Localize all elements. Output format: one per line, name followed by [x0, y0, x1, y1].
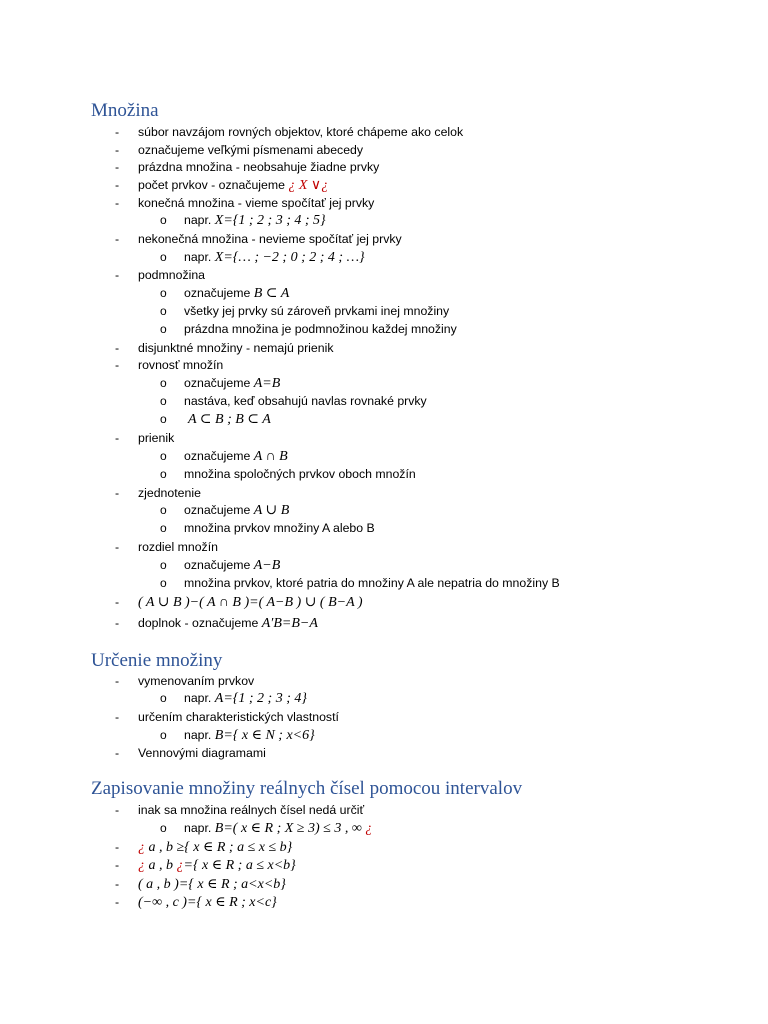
sub-list-item: o napr. B=( x ∈ R ; X ≥ 3) ≤ 3 , ∞ ¿	[160, 821, 373, 836]
sub-list-item: o označujeme A ∩ B	[160, 449, 288, 464]
list-item: - ¿ a , b ≥{ x ∈ R ; a ≤ x ≤ b}	[115, 840, 293, 855]
sub-list-item: o všetky jej prvky sú zároveň prvkami inej množiny	[160, 304, 450, 318]
sub-list-item: o množina spoločných prvkov oboch množín	[160, 467, 416, 481]
math-expression: B=( x ∈ R ; X ≥ 3) ≤ 3 , ∞ ¿	[214, 821, 373, 836]
math-expression: X={… ; −2 ; 0 ; 2 ; 4 ; …}	[214, 250, 365, 265]
list-item: - rovnosť množín	[115, 358, 224, 372]
list-item: - doplnok - označujeme A′B=B−A	[115, 616, 318, 631]
sub-list-item: o označujeme A ∪ B	[160, 503, 290, 518]
sub-list-item: o napr. X={… ; −2 ; 0 ; 2 ; 4 ; …}	[160, 250, 365, 265]
sub-list-item: o nastáva, keď obsahujú navlas rovnaké prvky	[160, 394, 427, 408]
list-item: - ( A ∪ B )−( A ∩ B )=( A−B ) ∪ ( B−A )	[115, 595, 363, 610]
red-glyph: ¿	[321, 178, 329, 193]
math-expression: A ∩ B	[253, 449, 288, 464]
math-expression: A ⊂ B ; B ⊂ A	[188, 412, 271, 427]
sub-list-item: o A ⊂ B ; B ⊂ A	[160, 412, 271, 427]
red-glyph: ¿	[138, 840, 145, 855]
sub-list-item: o označujeme A−B	[160, 558, 281, 573]
math-expression: A={1 ; 2 ; 3 ; 4}	[214, 691, 307, 706]
math-expression: X={1 ; 2 ; 3 ; 4 ; 5}	[214, 213, 326, 228]
sub-list-item: o napr. B={ x ∈ N ; x<6}	[160, 728, 315, 743]
list-item: - prázdna množina - neobsahuje žiadne prvky	[115, 160, 380, 174]
list-item: - označujeme veľkými písmenami abecedy	[115, 143, 364, 157]
sub-list-item: o označujeme A=B	[160, 376, 281, 391]
section-heading-mnozina: Množina	[91, 100, 159, 121]
list-item: - Vennovými diagramami	[115, 746, 266, 760]
math-expression: (−∞ , c )={ x ∈ R ; x<c}	[138, 895, 277, 910]
math-expression: A−B	[253, 558, 281, 573]
math-expression: B={ x ∈ N ; x<6}	[214, 728, 315, 743]
list-item: - podmnožina	[115, 268, 205, 282]
sub-list-item: o napr. A={1 ; 2 ; 3 ; 4}	[160, 691, 307, 706]
list-item: - (−∞ , c )={ x ∈ R ; x<c}	[115, 895, 277, 910]
math-expression: A=B	[253, 376, 281, 391]
list-item: - prienik	[115, 431, 175, 445]
list-item: - nekonečná množina - nevieme spočítať jej prvky	[115, 232, 402, 246]
list-item: - rozdiel množín	[115, 540, 218, 554]
list-item: - súbor navzájom rovných objektov, ktoré chápeme ako celok	[115, 125, 464, 139]
list-item: - disjunktné množiny - nemajú prienik	[115, 341, 334, 355]
list-item: - inak sa množina reálnych čísel nedá určiť	[115, 803, 365, 817]
sub-list-item: o napr. X={1 ; 2 ; 3 ; 4 ; 5}	[160, 213, 326, 228]
math-expression: ( a , b )={ x ∈ R ; a<x<b}	[138, 877, 286, 892]
section-heading-intervaly: Zapisovanie množiny reálnych čísel pomocou intervalov	[91, 778, 523, 799]
math-expression: B ⊂ A	[253, 286, 290, 301]
sub-list-item: o označujeme B ⊂ A	[160, 286, 290, 301]
list-item: - zjednotenie	[115, 486, 201, 500]
sub-list-item: o prázdna množina je podmnožinou každej množiny	[160, 322, 457, 336]
red-glyph: ¿	[176, 858, 184, 873]
math-expression: ¿ a , b ≥{ x ∈ R ; a ≤ x ≤ b}	[138, 840, 293, 855]
math-expression: A ∪ B	[253, 503, 290, 518]
list-item: - konečná množina - vieme spočítať jej prvky	[115, 196, 375, 210]
list-item: - určením charakteristických vlastností	[115, 710, 339, 724]
math-expression: ¿ X ∨¿	[288, 178, 329, 193]
list-item: - počet prvkov - označujeme ¿ X ∨¿	[115, 178, 329, 193]
section-heading-urcenie-mnoziny: Určenie množiny	[91, 650, 223, 671]
red-glyph: ¿	[365, 821, 373, 836]
math-expression: ( A ∪ B )−( A ∩ B )=( A−B ) ∪ ( B−A )	[138, 595, 363, 610]
list-item: - ¿ a , b ¿={ x ∈ R ; a ≤ x<b}	[115, 858, 296, 873]
red-glyph: ¿	[138, 858, 145, 873]
math-expression: ¿ a , b ¿={ x ∈ R ; a ≤ x<b}	[138, 858, 296, 873]
list-item: - ( a , b )={ x ∈ R ; a<x<b}	[115, 877, 286, 892]
red-glyph: ¿	[288, 178, 296, 193]
math-expression: A′B=B−A	[261, 616, 318, 631]
list-item: - vymenovaním prvkov	[115, 674, 255, 688]
sub-list-item: o množina prvkov, ktoré patria do množiny A ale nepatria do množiny B	[160, 576, 560, 590]
sub-list-item: o množina prvkov množiny A alebo B	[160, 521, 375, 535]
